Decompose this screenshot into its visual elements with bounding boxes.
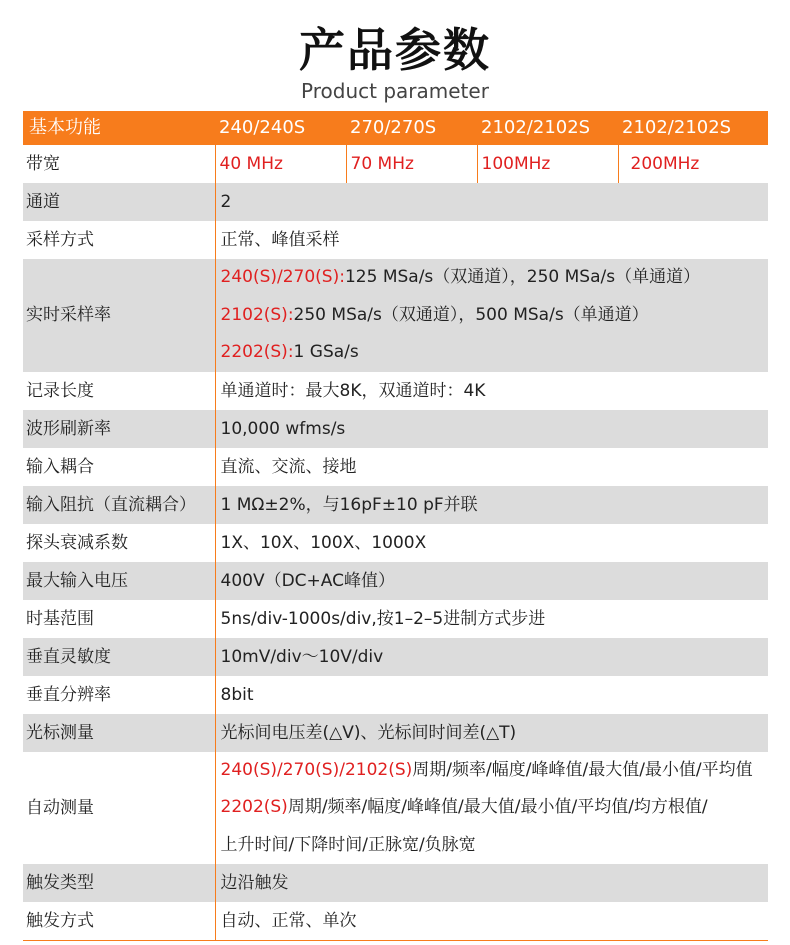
value-text: 250 MSa/s（双通道），500 MSa/s（单通道）: [293, 304, 649, 325]
row-label: 垂直灵敏度: [23, 638, 215, 676]
row-label: 带宽: [23, 145, 215, 183]
row-label: 触发类型: [23, 864, 215, 902]
row-value: 正常、峰值采样: [215, 221, 768, 259]
table-row: [23, 714, 768, 752]
row-label: 触发方式: [23, 902, 215, 941]
value-text: 125 MSa/s（双通道），250 MSa/s（单通道）: [344, 267, 701, 287]
row-value: 10mV/div～10V/div: [215, 638, 768, 676]
row-label: 记录长度: [23, 372, 215, 410]
value-text: 1 GSa/s: [293, 342, 359, 362]
row-value: 光标间电压差(△V)、光标间时间差(△T): [215, 714, 768, 752]
bandwidth-value: 200MHz: [618, 145, 768, 183]
row-label: 自动测量: [23, 752, 215, 865]
row-value: 边沿触发: [215, 864, 768, 902]
value-line: [221, 334, 769, 372]
row-value: 8bit: [215, 676, 768, 714]
row-label: 时基范围: [23, 600, 215, 638]
bandwidth-value: 70 MHz: [346, 145, 477, 183]
table-row: [23, 902, 768, 941]
table-row: [23, 524, 768, 562]
table-row: [23, 221, 768, 259]
table-row: [23, 183, 768, 221]
value-line: [221, 752, 769, 790]
value-text: 周期/频率/幅度/峰峰值/最大值/最小值/平均值: [412, 759, 753, 780]
parameter-table: [23, 111, 768, 941]
row-label: 输入阻抗（直流耦合）: [23, 486, 215, 524]
row-label: 采样方式: [23, 221, 215, 259]
table-row: [23, 372, 768, 410]
model-prefix: 2202(S): [220, 797, 288, 817]
table-row: [23, 259, 768, 372]
row-value: [215, 259, 768, 372]
model-prefix: 2202(S):: [220, 342, 294, 362]
value-line: [221, 259, 769, 297]
table-row: [23, 562, 768, 600]
row-label: 探头衰减系数: [23, 524, 215, 562]
table-header-row: [23, 111, 768, 145]
row-label: 最大输入电压: [23, 562, 215, 600]
row-value: 1X、10X、100X、1000X: [215, 524, 768, 562]
row-value: 直流、交流、接地: [215, 448, 768, 486]
header-cell: 2102/2102S: [477, 111, 618, 145]
row-value: 400V（DC+AC峰值）: [215, 562, 768, 600]
table-row: [23, 448, 768, 486]
row-value: 10,000 wfms/s: [215, 410, 768, 448]
table-row-bandwidth: [23, 145, 768, 183]
header-cell: 270/270S: [346, 111, 477, 145]
header-cell: 240/240S: [215, 111, 346, 145]
header-cell: 2102/2102S: [618, 111, 768, 145]
row-value: 1 MΩ±2%，与16pF±10 pF并联: [215, 486, 768, 524]
table-row: [23, 676, 768, 714]
table-row: [23, 864, 768, 902]
bandwidth-value: 40 MHz: [215, 145, 346, 183]
row-value: 单通道时：最大8K，双通道时：4K: [215, 372, 768, 410]
row-label: 实时采样率: [23, 259, 215, 372]
model-prefix: 2102(S):: [220, 304, 294, 325]
row-value: 2: [215, 183, 768, 221]
row-label: 通道: [23, 183, 215, 221]
value-line: [221, 789, 769, 827]
row-label: 光标测量: [23, 714, 215, 752]
table-row: [23, 600, 768, 638]
page-title: 产品参数: [299, 23, 491, 77]
table-row: [23, 410, 768, 448]
header-cell: 基本功能: [23, 111, 215, 145]
row-label: 垂直分辨率: [23, 676, 215, 714]
model-prefix: 240(S)/270(S)/2102(S): [220, 759, 413, 780]
row-label: 波形刷新率: [23, 410, 215, 448]
page-subtitle: Product parameter: [301, 79, 489, 103]
table-row: [23, 638, 768, 676]
value-line: [221, 297, 769, 335]
row-value: [215, 752, 768, 865]
row-value: 5ns/div-1000s/div,按1–2–5进制方式步进: [215, 600, 768, 638]
table-row: [23, 486, 768, 524]
value-line: [221, 827, 769, 865]
bandwidth-value: 100MHz: [477, 145, 618, 183]
model-prefix: 240(S)/270(S):: [220, 267, 345, 287]
row-value: 自动、正常、单次: [215, 902, 768, 941]
value-text: 上升时间/下降时间/正脉宽/负脉宽: [220, 834, 476, 855]
table-row: [23, 752, 768, 865]
value-text: 周期/频率/幅度/峰峰值/最大值/最小值/平均值/均方根值/: [287, 797, 708, 817]
row-label: 输入耦合: [23, 448, 215, 486]
